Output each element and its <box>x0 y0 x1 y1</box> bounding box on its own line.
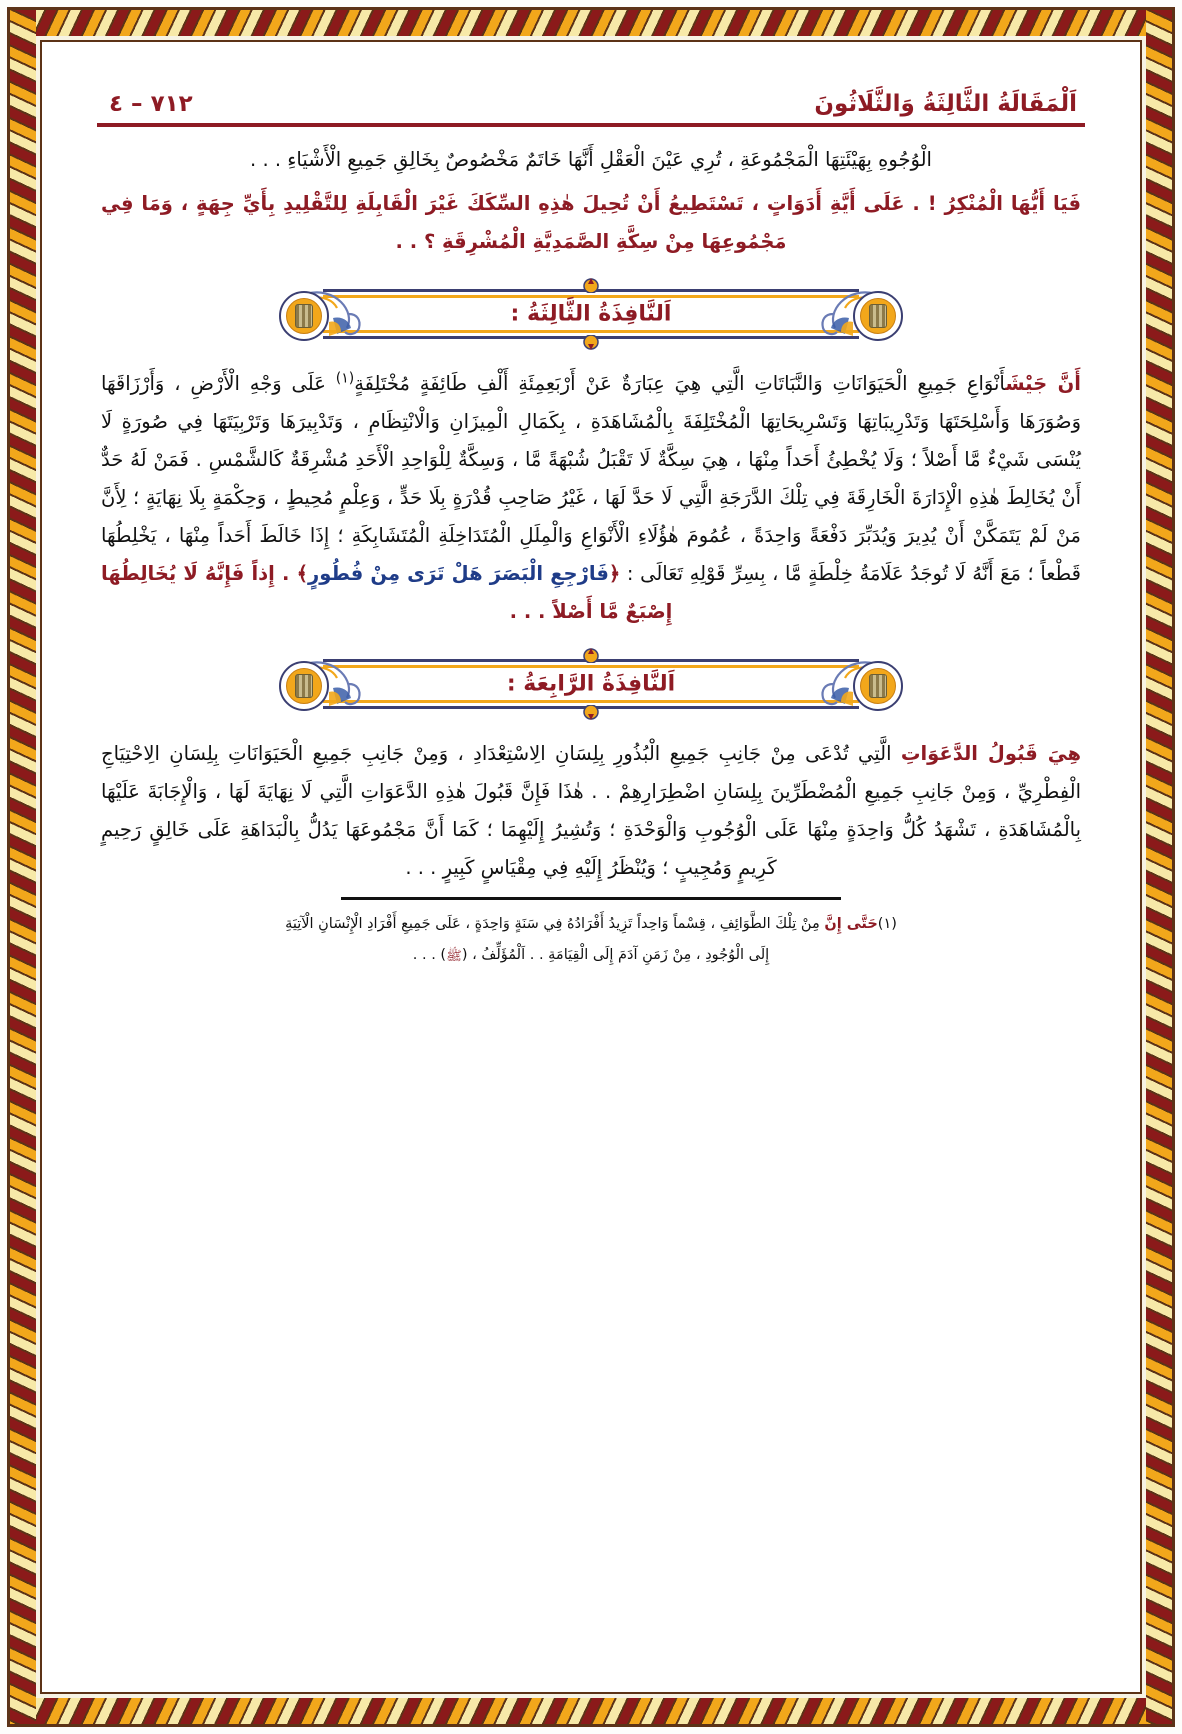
page-body <box>83 127 1099 970</box>
page-header <box>83 71 1099 117</box>
quran-bracket-close: ﴾ <box>296 562 309 586</box>
border-braid-left <box>10 10 36 1724</box>
section-third-window-body <box>101 365 1081 631</box>
section-tail-red: . إِذاً فَإِنَّهُ لَا يُخَالِطُهَا إِصْبَعٌ مَّا أَصْلاً . . . <box>101 562 673 624</box>
paragraph-continuation: الْوُجُوهِ بِهَيْئَتِهَا الْمَجْمُوعَةِ ، تُرِي عَيْنَ الْعَقْلِ أَنَّهَا خَاتَمٌ مَخْصُوصٌ بِخَالِقِ جَمِيعِ الْأَشْيَاءِ . . . <box>250 148 932 171</box>
ornament-banner-third-window <box>271 277 911 351</box>
banner-medallion-left-icon <box>279 661 329 711</box>
quran-bracket-open: ﴿ <box>608 562 621 586</box>
section-lead-red: أَنَّ جَيْشَ <box>1005 372 1081 396</box>
salawat-glyph-icon: ﷺ <box>446 949 462 965</box>
banner-medallion-left-icon <box>279 291 329 341</box>
section-body-part-1: أَنْوَاعِ جَمِيعِ الْحَيَوَانَاتِ وَالنَّبَاتَاتِ الَّتِي هِيَ عِبَارَةٌ عَنْ أَرْبَعِمِئَةِ أَلْفِ طَائِفَةٍ مُخْتَلِفَةٍ <box>354 372 1006 396</box>
ornament-banner-fourth-window <box>271 647 911 721</box>
section-body-part-2: عَلَى وَجْهِ الْأَرْضِ ، وَأَرْزَاقَهَا وَصُوَرَهَا وَأَسْلِحَتَهَا وَتَدْرِيبَاتِهَا وَتَسْرِيحَاتِهَا الْمُخْتَلِفَةَ بِالْمُشَاهَدَةِ ، بِكَمَالِ الْمِيزَانِ وَالْانْتِظَامِ ، وَتَدْبِيرَهَا وَتَرْبِيَتَهَا فِي صُورَةٍ لَا يُنْسَى شَيْءٌ مَّا أَصْلاً ؛ وَلَا يُخْطِئُ أَحَداً مِنْهَا ، هِيَ سِكَّةٌ لَا تَقْبَلُ شُبْهَةً مَّا ، وَسِكَّةٌ لِلْوَاحِدِ الْأَحَدِ مُشْرِقَةٌ كَالشَّمْسِ . فَمَنْ لَهُ حَدٌّ أَنْ يُخَالِطَ هٰذِهِ الْإِدَارَةَ الْخَارِقَةَ فِي تِلْكَ الدَّرَجَةِ الَّتِي لَا حَدَّ لَهَا ، غَيْرُ صَاحِبِ قُدْرَةٍ بِلَا حَدٍّ ، وَعِلْمٍ مُحِيطٍ ، وَحِكْمَةٍ بِلَا نِهَايَةٍ ؛ لِأَنَّ مَنْ لَمْ يَتَمَكَّنْ أَنْ يُدِيرَ وَيُدَبِّرَ دَفْعَةً وَاحِدَةً ، عُمُومَ هٰؤُلَاءِ الْأَنْوَاعِ وَالْمِلَلِ الْمُتَدَاخِلَةِ الْمُتَشَابِكَةِ ؛ إِذَا خَالَطَ أَحَداً مِنْهَا ، يَخْلِطُهَا قَطْعاً ؛ مَعَ أَنَّهُ لَا تُوجَدُ عَلَامَةُ خِلْطَةٍ مَّا ، بِسِرِّ قَوْلِهِ تَعَالَى : <box>101 372 1081 586</box>
page-title: اَلْمَقَالَةُ الثَّالِثَةُ وَالثَّلَاثُونَ <box>814 91 1077 117</box>
banner-finial-bottom-icon <box>575 705 607 723</box>
footnote-line-2 <box>101 941 1081 969</box>
banner-finial-top-icon <box>575 645 607 663</box>
footnote-text-part-2: إِلَى الْوُجُودِ ، مِنْ زَمَنِ آدَمَ إِلَى الْقِيَامَةِ . . اَلْمُؤَلِّفُ ، ( <box>461 947 770 964</box>
footnote-text-part-1: مِنْ تِلْكَ الطَّوَائِفِ ، قِسْماً وَاحِداً تَزِيدُ أَفْرَادُهُ فِي سَنَةٍ وَاحِدَةٍ ، عَلَى جَمِيعِ أَفْرَادِ الْإِنْسَانِ الْآتِيَةِ <box>285 916 825 933</box>
banner-finial-bottom-icon <box>575 335 607 353</box>
border-braid-right <box>1146 10 1172 1724</box>
footnote-lead-red: حَتَّى إِنَّ <box>824 916 878 933</box>
paragraph-rhetorical-question: فَيَا أَيُّهَا الْمُنْكِرُ ! . عَلَى أَيَّةِ أَدَوَاتٍ ، تَسْتَطِيعُ أَنْ تُحِيلَ هٰذِهِ السِّكَكَ غَيْرَ الْقَابِلَةِ لِلتَّقْلِيدِ بِأَيِّ جِهَةٍ ، وَمَا فِي مَجْمُوعِهَا مِنْ سِكَّةِ الصَّمَدِيَّةِ الْمُشْرِقَةِ ؟ . . <box>101 192 1081 254</box>
banner-label-fourth-window: اَلنَّافِذَةُ الرَّابِعَةُ : <box>506 671 676 697</box>
banner-medallion-right-icon <box>853 291 903 341</box>
footnote-text-part-3: ) . . . <box>412 947 447 964</box>
footnote-reference-marker[interactable]: (١) <box>335 370 355 387</box>
section-body-text: الَّتِي تُدْعَى مِنْ جَانِبِ جَمِيعِ الْبُذُورِ بِلِسَانِ الِاسْتِعْدَادِ ، وَمِنْ جَانِبِ جَمِيعِ الْحَيَوَانَاتِ بِلِسَانِ الِاحْتِيَاجِ الْفِطْرِيِّ ، وَمِنْ جَانِبِ جَمِيعِ الْمُضْطَرِّينَ بِلِسَانِ اضْطِرَارِهِمْ . . هٰذَا فَإِنَّ قَبُولَ هٰذِهِ الدَّعَوَاتِ الَّتِي لَا نِهَايَةَ لَهَا ، وَالْإِجَابَةَ عَلَيْهَا بِالْمُشَاهَدَةِ ، تَشْهَدُ كُلُّ وَاحِدَةٍ مِنْهَا عَلَى الْوُجُوبِ وَالْوَحْدَةِ ؛ وَتُشِيرُ إِلَيْهِمَا ؛ كَمَا أَنَّ مَجْمُوعَهَا يَدُلُّ بِالْبَدَاهَةِ عَلَى خَالِقٍ رَحِيمٍ كَرِيمٍ وَمُجِيبٍ ؛ وَيُنْظَرُ إِلَيْهِ فِي مِقْيَاسٍ كَبِيرٍ . . . <box>101 742 1081 880</box>
banner-medallion-right-icon <box>853 661 903 711</box>
footnote-separator-rule <box>341 897 841 900</box>
banner-label-third-window: اَلنَّافِذَةُ الثَّالِثَةُ : <box>510 301 672 327</box>
banner-finial-top-icon <box>575 275 607 293</box>
border-braid-bottom <box>10 1698 1172 1724</box>
border-braid-top <box>10 10 1172 36</box>
footnote-line-1 <box>101 910 1081 938</box>
footnote-marker: (١) <box>877 916 897 933</box>
decorative-inner-frame <box>40 40 1142 1694</box>
decorative-outer-frame <box>7 7 1175 1727</box>
quran-verse-text: فَارْجِعِ الْبَصَرَ هَلْ تَرَى مِنْ فُطُورٍ <box>308 562 609 586</box>
page-number: ٧١٢ – ٤ <box>109 91 193 117</box>
page-content <box>45 45 1137 1689</box>
section-fourth-window-body <box>101 735 1081 887</box>
section-lead-red: هِيَ قَبُولُ الدَّعَوَاتِ <box>900 742 1081 766</box>
